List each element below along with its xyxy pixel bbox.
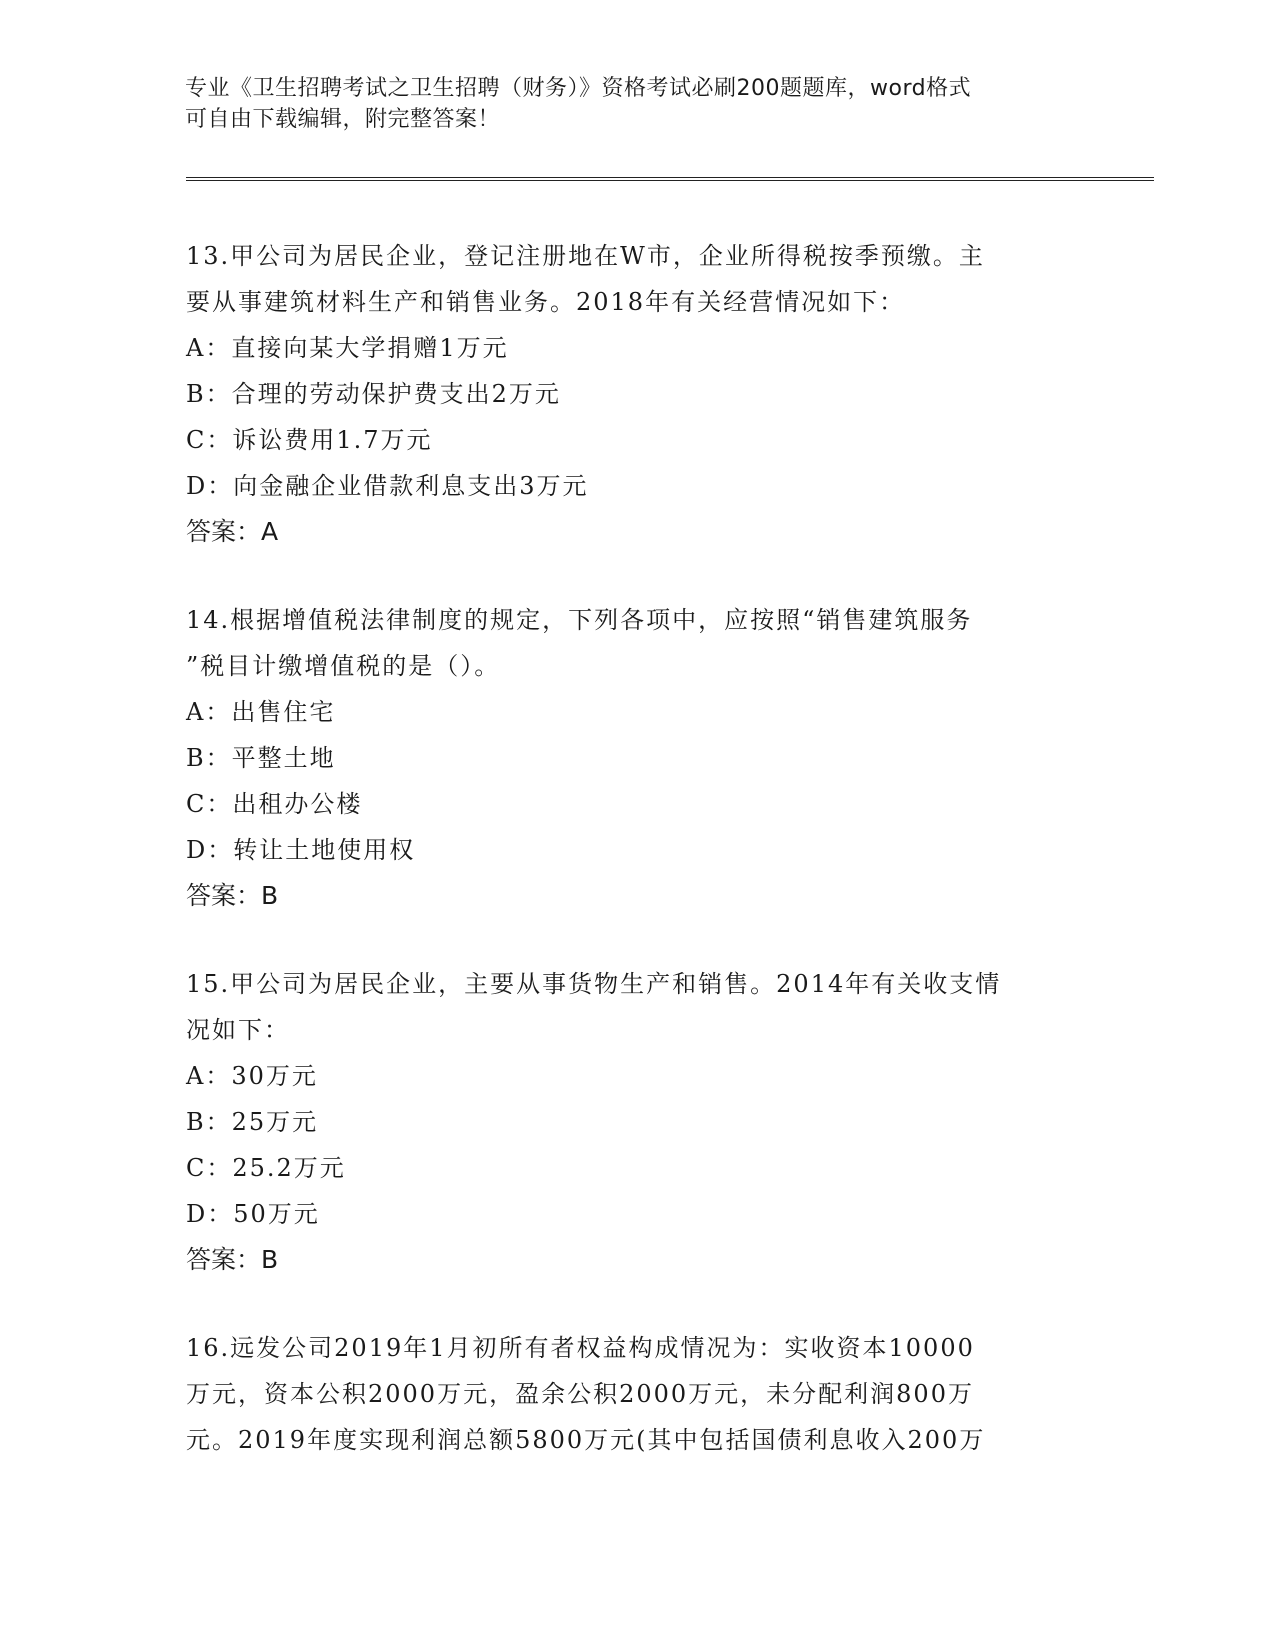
question-stem-line: 14.根据增值税法律制度的规定，下列各项中，应按照“销售建筑服务: [186, 606, 973, 634]
question-15: [186, 961, 1086, 1283]
header-line-2: 可自由下载编辑，附完整答案！: [185, 107, 501, 132]
option-d: D：50万元: [186, 1200, 320, 1228]
answer: 答案：B: [186, 881, 279, 910]
question-stem-line: 16.远发公司2019年1月初所有者权益构成情况为：实收资本10000: [186, 1334, 975, 1362]
question-stem-line: 要从事建筑材料生产和销售业务。2018年有关经营情况如下：: [186, 288, 906, 316]
option-b: B：平整土地: [186, 744, 336, 772]
option-b: B：合理的劳动保护费支出2万元: [186, 380, 561, 408]
question-stem-line: 15.甲公司为居民企业，主要从事货物生产和销售。2014年有关收支情: [186, 970, 1002, 998]
option-c: C：25.2万元: [186, 1154, 346, 1182]
question-13: [186, 233, 1086, 555]
header-line-1: 专业《卫生招聘考试之卫生招聘（财务）》资格考试必刷200题题库，word格式: [185, 76, 972, 101]
option-a: A：出售住宅: [186, 698, 336, 726]
question-14: [186, 597, 1086, 919]
question-stem-line: 元。2019年度实现利润总额5800万元(其中包括国债利息收入200万: [186, 1426, 986, 1454]
question-stem-line: ”税目计缴增值税的是（）。: [186, 652, 501, 680]
option-a: A：直接向某大学捐赠1万元: [186, 334, 509, 362]
question-16: [186, 1325, 1086, 1463]
answer: 答案：B: [186, 1245, 279, 1274]
option-c: C：出租办公楼: [186, 790, 363, 818]
question-stem-line: 13.甲公司为居民企业，登记注册地在W市，企业所得税按季预缴。主: [186, 242, 985, 270]
option-d: D：转让土地使用权: [186, 836, 416, 864]
option-b: B：25万元: [186, 1108, 319, 1136]
question-stem-line: 况如下：: [186, 1016, 290, 1044]
header-divider: [186, 177, 1154, 181]
question-stem-line: 万元，资本公积2000万元，盈余公积2000万元，未分配利润800万: [186, 1380, 974, 1408]
document-header: [185, 73, 1065, 135]
option-d: D：向金融企业借款利息支出3万元: [186, 472, 589, 500]
option-a: A：30万元: [186, 1062, 318, 1090]
option-c: C：诉讼费用1.7万元: [186, 426, 433, 454]
answer: 答案：A: [186, 517, 279, 546]
